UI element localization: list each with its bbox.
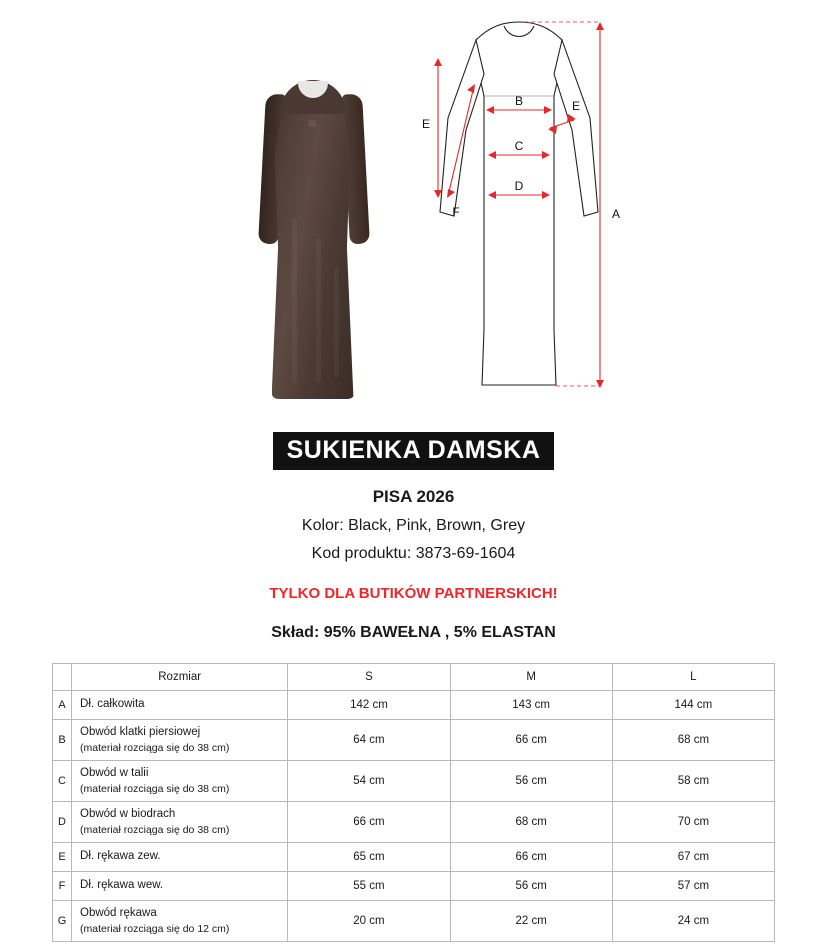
row-name-note: (materiał rozciąga się do 38 cm): [80, 741, 230, 754]
row-value-l: 67 cm: [612, 843, 774, 872]
table-header-row: [53, 664, 775, 691]
header-name: Rozmiar: [72, 664, 288, 691]
row-value-s: 54 cm: [288, 761, 450, 802]
page-title: SUKIENKA DAMSKA: [273, 432, 555, 470]
title-block: [0, 432, 827, 642]
row-value-m: 66 cm: [450, 843, 612, 872]
composition-line: Skład: 95% BAWEŁNA , 5% ELASTAN: [271, 624, 556, 641]
product-code-line: Kod produktu: 3873-69-1604: [311, 545, 516, 562]
row-value-s: 65 cm: [288, 843, 450, 872]
row-name: [72, 720, 288, 761]
row-value-m: 143 cm: [450, 691, 612, 720]
fabric-fold-shape: [292, 218, 297, 383]
technical-drawing: [404, 0, 634, 420]
boutique-note: TYLKO DLA BUTIKÓW PARTNERSKICH!: [269, 585, 558, 602]
dress-body-shape: [272, 84, 354, 399]
row-value-m: 56 cm: [450, 761, 612, 802]
row-letter: F: [53, 872, 72, 901]
size-table: [52, 663, 775, 942]
row-letter: C: [53, 761, 72, 802]
row-name-main: Dł. całkowita: [80, 698, 145, 711]
table-row: [53, 761, 775, 802]
row-name-note: (materiał rozciąga się do 38 cm): [80, 823, 230, 836]
table-row: [53, 843, 775, 872]
row-value-m: 22 cm: [450, 901, 612, 942]
model-code: PISA 2026: [372, 487, 455, 506]
table-row: [53, 720, 775, 761]
diagram-label-F: F: [451, 205, 460, 219]
row-value-s: 64 cm: [288, 720, 450, 761]
row-name-main: Obwód rękawa: [80, 907, 157, 920]
row-name-main: Dł. rękawa zew.: [80, 850, 161, 863]
row-name-note: (materiał rozciąga się do 12 cm): [80, 922, 230, 935]
size-table-wrapper: [52, 663, 775, 942]
row-value-s: 20 cm: [288, 901, 450, 942]
diagram-label-E-right: E: [571, 99, 580, 113]
row-value-s: 55 cm: [288, 872, 450, 901]
diagram-label-A: A: [611, 207, 620, 221]
color-line: Kolor: Black, Pink, Brown, Grey: [301, 517, 526, 534]
diagram-label-C: C: [514, 139, 523, 153]
row-name: [72, 843, 288, 872]
row-value-l: 57 cm: [612, 872, 774, 901]
row-value-l: 68 cm: [612, 720, 774, 761]
row-name: [72, 761, 288, 802]
row-letter: D: [53, 802, 72, 843]
fabric-fold-shape: [316, 238, 321, 383]
row-letter: G: [53, 901, 72, 942]
header-size-s: S: [288, 664, 450, 691]
row-value-m: 68 cm: [450, 802, 612, 843]
diagram-label-E-left: E: [421, 117, 430, 131]
diagram-label-D: D: [514, 179, 523, 193]
header-letter: [53, 664, 72, 691]
row-name-note: (materiał rozciąga się do 38 cm): [80, 782, 230, 795]
row-value-s: 66 cm: [288, 802, 450, 843]
row-name: [72, 872, 288, 901]
row-letter: E: [53, 843, 72, 872]
row-name-main: Obwód w biodrach: [80, 808, 176, 821]
row-value-m: 66 cm: [450, 720, 612, 761]
row-value-l: 70 cm: [612, 802, 774, 843]
row-name-main: Obwód w talii: [80, 767, 149, 780]
row-value-l: 144 cm: [612, 691, 774, 720]
row-letter: B: [53, 720, 72, 761]
row-value-l: 58 cm: [612, 761, 774, 802]
dress-photo-illustration: [254, 68, 374, 398]
product-photo: [194, 0, 394, 420]
header-size-l: L: [612, 664, 774, 691]
row-value-s: 142 cm: [288, 691, 450, 720]
row-name: [72, 901, 288, 942]
row-letter: A: [53, 691, 72, 720]
diagram-label-B: B: [514, 94, 523, 108]
product-images: [0, 0, 827, 420]
row-name: [72, 691, 288, 720]
technical-drawing-svg: [404, 0, 634, 420]
table-row: [53, 802, 775, 843]
table-row: [53, 691, 775, 720]
row-name-main: Dł. rękawa wew.: [80, 879, 164, 892]
row-name-main: Obwód klatki piersiowej: [80, 726, 201, 739]
header-size-m: M: [450, 664, 612, 691]
table-row: [53, 901, 775, 942]
chest-detail-shape: [308, 120, 316, 127]
table-row: [53, 872, 775, 901]
row-value-l: 24 cm: [612, 901, 774, 942]
fabric-fold-shape: [334, 268, 339, 378]
row-name: [72, 802, 288, 843]
row-value-m: 56 cm: [450, 872, 612, 901]
